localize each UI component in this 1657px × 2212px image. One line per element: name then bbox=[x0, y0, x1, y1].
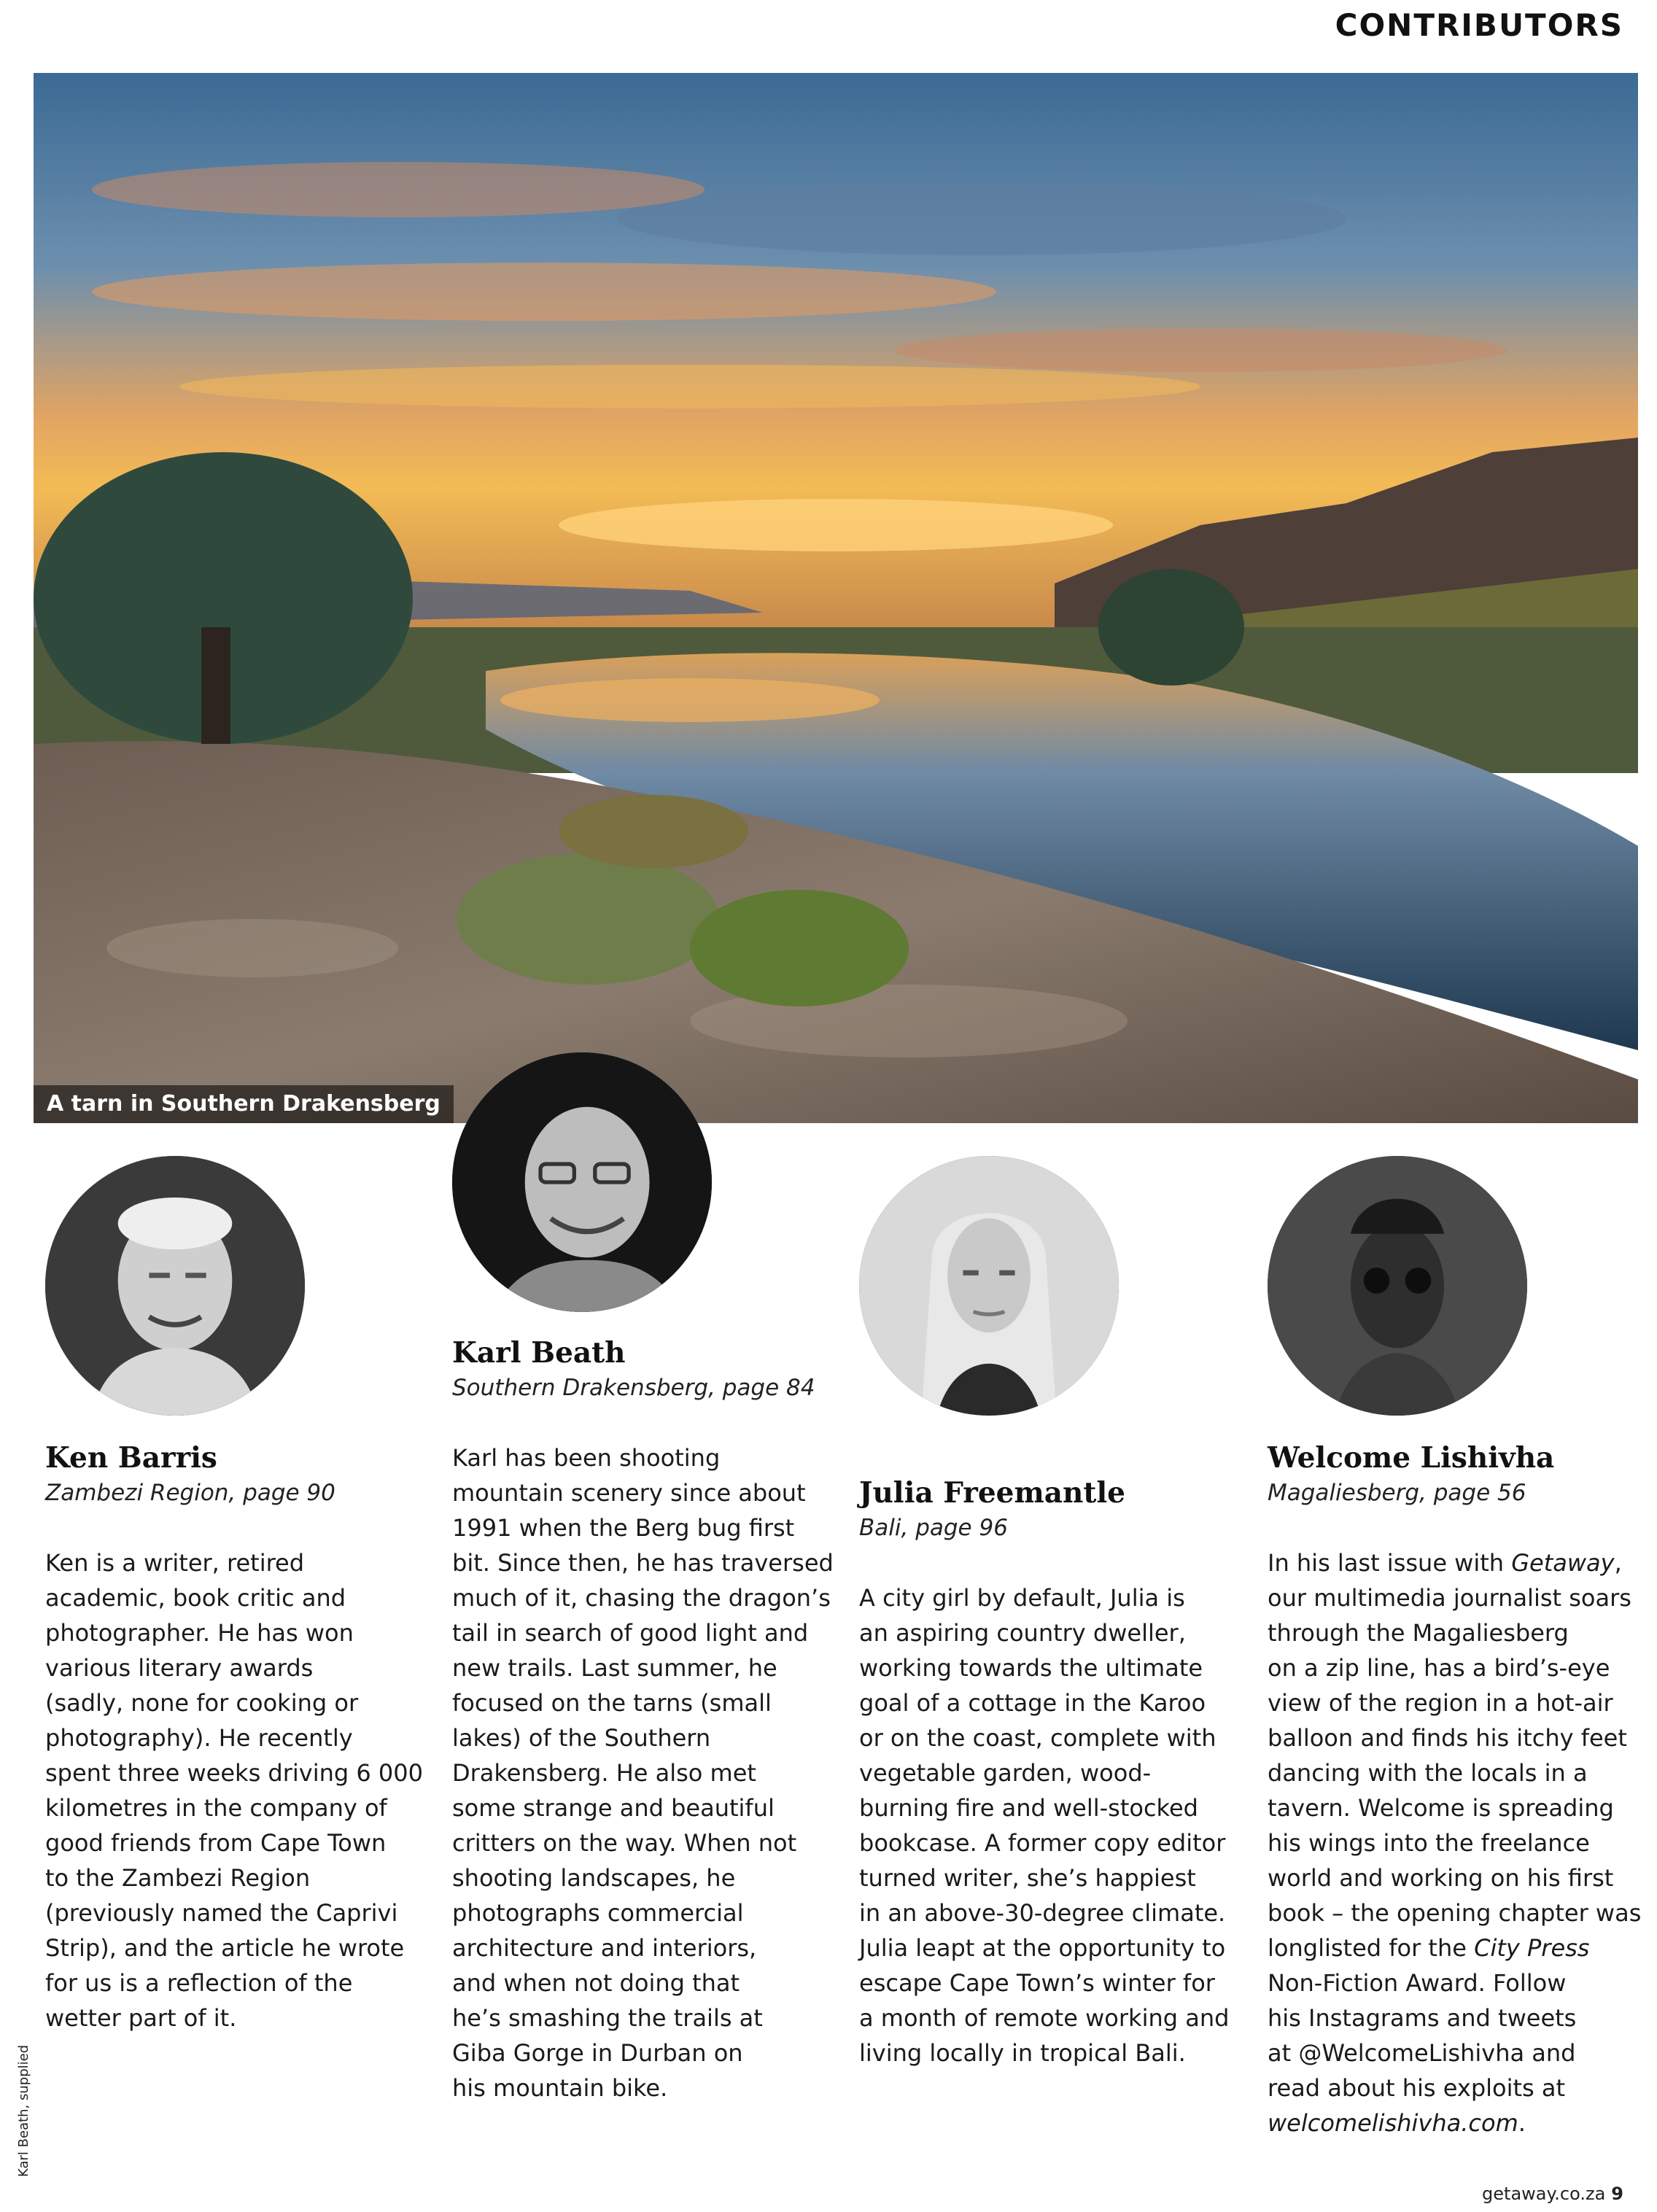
contributor-page-ref: Southern Drakensberg, page 84 bbox=[452, 1375, 815, 1401]
portrait-image bbox=[859, 1156, 1119, 1416]
bio-text: Non-Fiction Award. Follow his Instagrams and tweets at @WelcomeLishivha and read about his exploits at bbox=[1268, 1969, 1577, 2102]
bio-text: In his last issue with bbox=[1268, 1549, 1512, 1577]
contributor-bio: Ken is a writer, retired academic, book critic and photographer. He has won various literary awards (sadly, none for cooking or photography). He recently spent three weeks driving 6 000 kilometres in the company of good friends from Cape Town to the Zambezi Region (previously named the Caprivi Strip), and the article he wrote for us is a reflection of the wetter part of it. bbox=[45, 1549, 423, 2032]
avatar-karl-beath bbox=[452, 1052, 712, 1312]
section-title: CONTRIBUTORS bbox=[1335, 7, 1623, 43]
footer-site: getaway.co.za bbox=[1482, 2184, 1606, 2204]
bio-text: , our multimedia journalist soars through the Magaliesberg on a zip line, has a bird’s-eye view of the region in a hot-air balloon and finds his itchy feet dancing with the locals in a tavern. Welcome is spreading his wings into the freelance world and working on his first book – the opening chapter was longlisted for the bbox=[1268, 1549, 1642, 1962]
portrait-image bbox=[452, 1052, 712, 1312]
bio-website: welcomelishivha.com bbox=[1268, 2109, 1518, 2137]
portrait-image bbox=[1268, 1156, 1527, 1416]
portrait-image bbox=[45, 1156, 305, 1416]
photo-caption: A tarn in Southern Drakensberg bbox=[34, 1085, 454, 1123]
contributor-karl-beath bbox=[452, 1335, 839, 2106]
hero-photo bbox=[34, 73, 1638, 1123]
contributor-bio: A city girl by default, Julia is an aspiring country dweller, working towards the ultimate goal of a cottage in the Karoo or on the coast, complete with vegetable garden, wood- burning fire and well-stocked bookcase. A former copy editor turned writer, she’s happiest in an above-30-degree climate. Julia leapt at the opportunity to escape Cape Town’s winter for a month of remote working and living locally in tropical Bali. bbox=[859, 1584, 1230, 2067]
contributor-name: Julia Freemantle bbox=[859, 1476, 1125, 1510]
contributor-julia-freemantle bbox=[859, 1475, 1246, 2071]
avatar-julia-freemantle bbox=[859, 1156, 1119, 1416]
page-footer bbox=[1482, 2184, 1623, 2204]
contributor-name: Welcome Lishivha bbox=[1268, 1441, 1555, 1475]
contributor-page-ref: Bali, page 96 bbox=[859, 1515, 1008, 1541]
contributor-bio: Karl has been shooting mountain scenery since about 1991 when the Berg bug first bit. Since then, he has traversed much of it, chasing the dragon’s tail in search of good light and new trails. Last summer, he focused on the tarns (small lakes) of the Southern Drakensberg. He also met some strange and beautiful critters on the way. When not shooting landscapes, he photographs commercial architecture and interiors, and when not doing that he’s smashing the trails at Giba Gorge in Durban on his mountain bike. bbox=[452, 1444, 834, 2102]
contributor-bio bbox=[1268, 1545, 1654, 2141]
contributor-page-ref: Zambezi Region, page 90 bbox=[45, 1480, 335, 1506]
bio-text: . bbox=[1518, 2109, 1526, 2137]
page-number: 9 bbox=[1611, 2184, 1623, 2204]
avatar-ken-barris bbox=[45, 1156, 305, 1416]
contributor-welcome-lishivha bbox=[1268, 1440, 1654, 2141]
bio-publication: City Press bbox=[1474, 1934, 1590, 1962]
contributor-ken-barris bbox=[45, 1440, 432, 2036]
avatar-welcome-lishivha bbox=[1268, 1156, 1527, 1416]
bio-publication: Getaway bbox=[1511, 1549, 1615, 1577]
contributor-name: Karl Beath bbox=[452, 1336, 626, 1370]
landscape-image bbox=[34, 73, 1638, 1123]
photo-credit: Karl Beath, supplied bbox=[16, 2044, 31, 2177]
contributor-name: Ken Barris bbox=[45, 1441, 217, 1475]
contributor-page-ref: Magaliesberg, page 56 bbox=[1268, 1480, 1526, 1506]
